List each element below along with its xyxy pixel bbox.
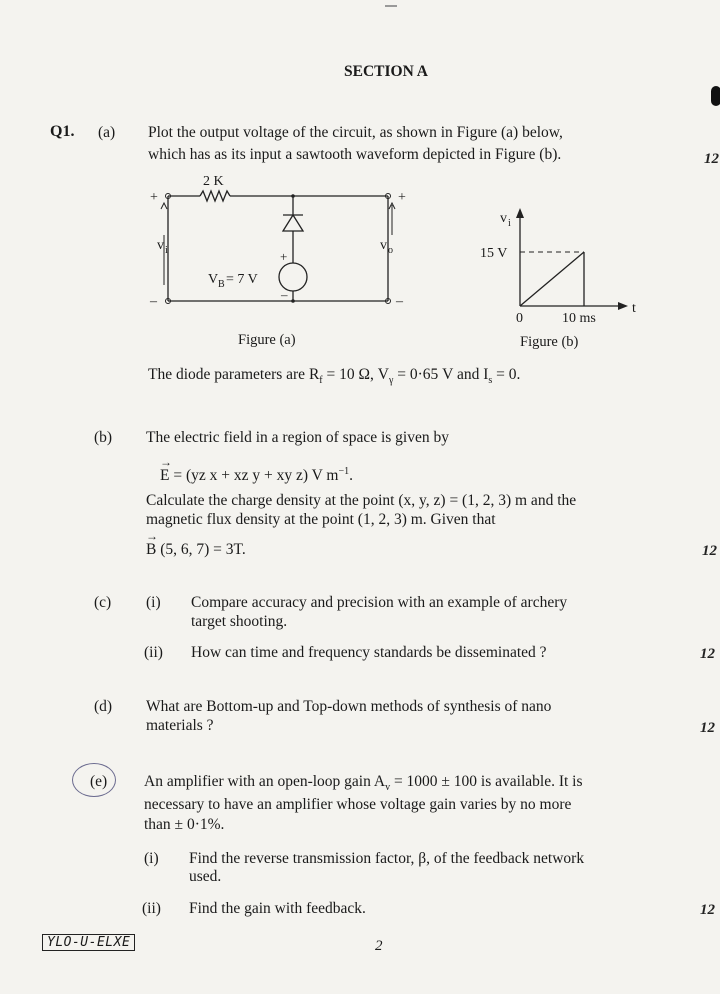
- part-d-label: (d): [94, 698, 113, 715]
- part-e-i-line1: Find the reverse transmission factor, β, of the feedback network: [189, 850, 585, 867]
- vo-label: v: [380, 238, 387, 253]
- page-number: 2: [375, 938, 383, 954]
- vi-sub: i: [165, 245, 168, 256]
- part-e-ii-label: (ii): [142, 900, 161, 917]
- figure-a-caption: Figure (a): [238, 332, 296, 348]
- part-e-ii-line1: Find the gain with feedback.: [189, 900, 366, 917]
- part-e-label: (e): [90, 773, 108, 790]
- part-c-i-line2: target shooting.: [191, 613, 288, 630]
- input-minus: –: [150, 294, 157, 309]
- vi-label: v: [157, 238, 164, 253]
- scan-mark: [385, 5, 397, 7]
- part-b-line4: magnetic flux density at the point (1, 2, 3) m. Given that: [146, 511, 496, 528]
- part-e-line3: than ± 0·1%.: [144, 816, 225, 833]
- part-a-label: (a): [98, 124, 116, 141]
- part-a-line2: which has as its input a sawtooth waveform depicted in Figure (b).: [148, 146, 562, 163]
- part-a-marks: 12: [704, 151, 719, 167]
- part-c-ii-line1: How can time and frequency standards be disseminated ?: [191, 644, 547, 661]
- resistor-label: 2 K: [203, 174, 224, 189]
- vb-value: = 7 V: [226, 272, 258, 287]
- figure-b-waveform: [470, 200, 650, 330]
- time-label: 10 ms: [562, 311, 596, 326]
- part-e-marks: 12: [700, 902, 715, 918]
- vo-sub: o: [388, 245, 393, 256]
- figure-a-circuit: [140, 165, 420, 325]
- part-b-line1: The electric field in a region of space is given by: [146, 429, 449, 446]
- battery-minus: –: [281, 287, 288, 302]
- part-c-ii-label: (ii): [144, 644, 163, 661]
- vb-label: V: [208, 272, 219, 287]
- vi-axis-label: v: [500, 211, 507, 226]
- part-b-label: (b): [94, 429, 113, 446]
- part-b-line3: Calculate the charge density at the point (x, y, z) = (1, 2, 3) m and the: [146, 492, 577, 509]
- question-number: Q1.: [50, 123, 75, 140]
- t-axis-label: t: [632, 301, 636, 316]
- output-minus: –: [396, 294, 403, 309]
- vb-sub: B: [218, 279, 225, 290]
- paper-code: YLO-U-ELXE: [42, 934, 135, 951]
- electric-field-equation: → E = (yz x + xz y + xy z) V $m^{-1}$.: [160, 462, 353, 485]
- output-plus: +: [398, 190, 406, 205]
- section-title: SECTION A: [344, 63, 428, 80]
- part-e-line1: An amplifier with an open-loop gain $A_v = 1000 \pm 100$ is available. It is: [144, 773, 583, 794]
- vi-axis-sub: i: [508, 218, 511, 229]
- part-d-line2: materials ?: [146, 717, 214, 734]
- peak-label: 15 V: [480, 246, 508, 261]
- origin-label: 0: [516, 311, 523, 326]
- part-c-i-line1: Compare accuracy and precision with an example of archery: [191, 594, 568, 611]
- part-c-label: (c): [94, 594, 112, 611]
- part-b-line5: → B (5, 6, 7) = 3T.: [146, 540, 246, 559]
- part-c-i-label: (i): [146, 594, 161, 611]
- diode-parameters: The diode parameters are $R_f = 10$ Ω, $V_\gamma = 0\cdot 65$ V and $I_s = 0$.: [148, 366, 521, 387]
- input-plus: +: [150, 190, 158, 205]
- part-e-i-line2: used.: [189, 868, 222, 885]
- scan-blot: [711, 86, 720, 106]
- part-a-line1: Plot the output voltage of the circuit, as shown in Figure (a) below,: [148, 124, 563, 141]
- part-c-marks: 12: [700, 646, 715, 662]
- battery-plus: +: [280, 249, 288, 264]
- part-e-line2: necessary to have an amplifier whose voltage gain varies by no more: [144, 796, 572, 813]
- part-d-line1: What are Bottom-up and Top-down methods of synthesis of nano: [146, 698, 552, 715]
- part-e-i-label: (i): [144, 850, 159, 867]
- part-b-marks: 12: [702, 543, 717, 559]
- part-d-marks: 12: [700, 720, 715, 736]
- figure-b-caption: Figure (b): [520, 334, 579, 350]
